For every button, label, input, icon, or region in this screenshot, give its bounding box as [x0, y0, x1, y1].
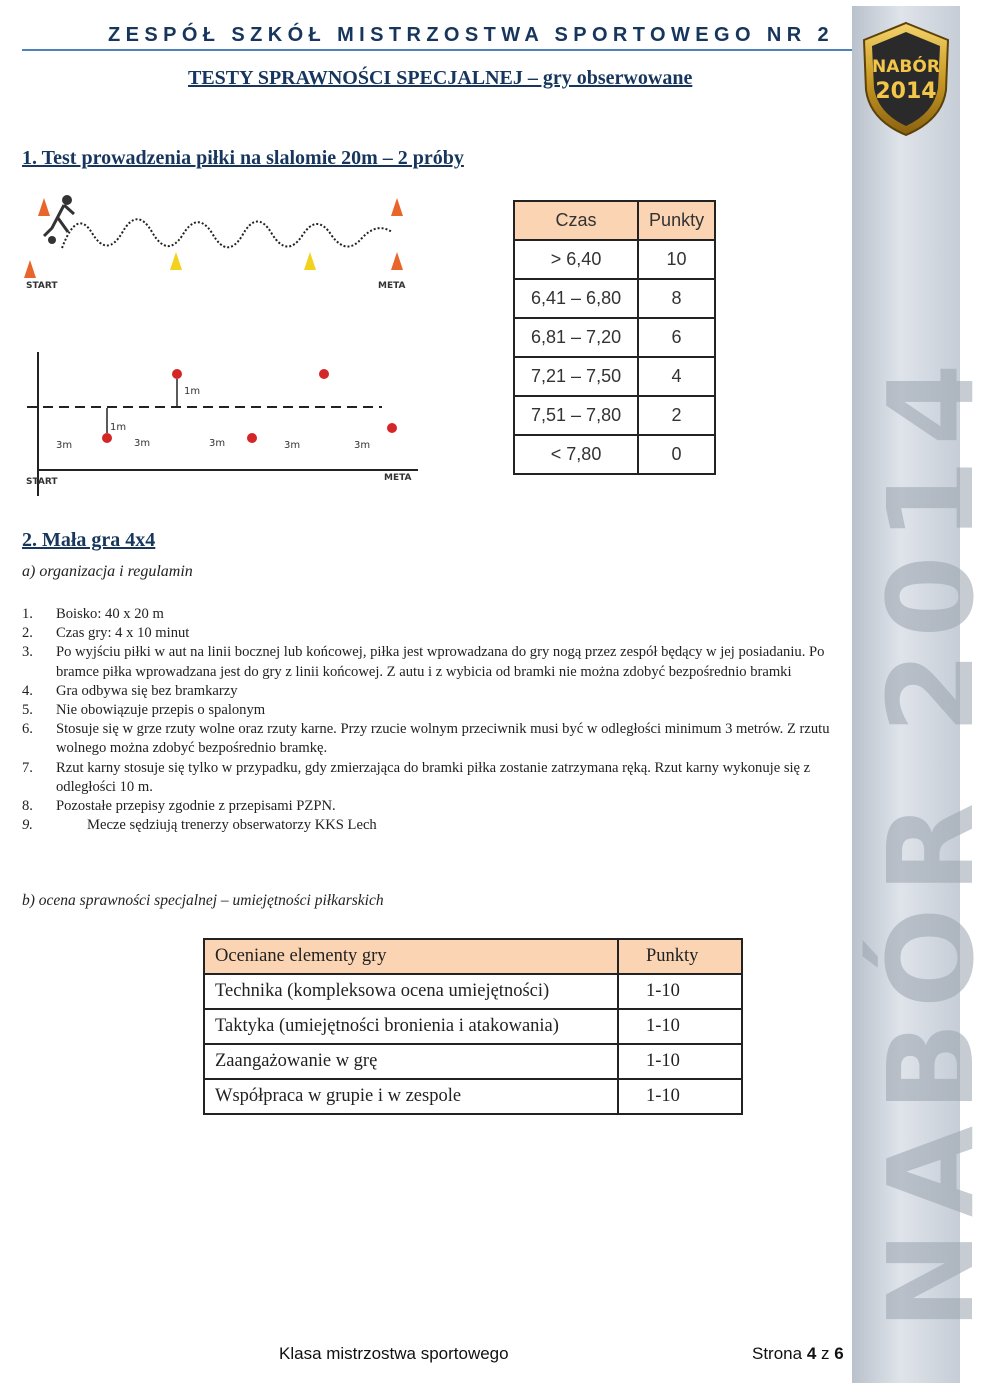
points-cell: 1-10 — [618, 1044, 742, 1079]
list-number: 4. — [22, 682, 33, 699]
time-points-table — [513, 200, 716, 475]
list-item — [22, 624, 840, 643]
list-number: 6. — [22, 721, 33, 738]
table-row — [514, 357, 715, 396]
points-cell: 2 — [638, 396, 715, 435]
table-row — [204, 1044, 742, 1079]
list-item-text: Gra odbywa się bez bramkarzy — [56, 682, 238, 699]
badge-line2: 2014 — [875, 79, 937, 104]
page-total: 6 — [834, 1344, 844, 1363]
element-cell: Taktyka (umiejętności bronienia i atakowania) — [204, 1009, 618, 1044]
distance-label: 3m — [354, 440, 371, 451]
page-current: 4 — [806, 1344, 817, 1363]
rules-list — [22, 605, 840, 835]
points-cell: 6 — [638, 318, 715, 357]
time-cell: 6,41 – 6,80 — [514, 279, 638, 318]
list-number: 8. — [22, 798, 33, 815]
list-item-text: Boisko: 40 x 20 m — [56, 606, 164, 622]
list-number: 5. — [22, 702, 33, 719]
offset-label: 1m — [110, 422, 127, 433]
page-number — [752, 1344, 844, 1364]
badge-line1: NABÓR — [872, 57, 940, 77]
points-cell: 4 — [638, 357, 715, 396]
skills-score-table — [203, 938, 743, 1115]
list-item-text: Czas gry: 4 x 10 minut — [56, 625, 190, 642]
pole-marker — [247, 433, 257, 443]
offset-label: 1m — [184, 386, 201, 397]
time-cell: 7,21 – 7,50 — [514, 357, 638, 396]
list-number: 1. — [22, 606, 33, 622]
distance-label: 3m — [56, 440, 73, 451]
points-cell: 0 — [638, 435, 715, 474]
pole-marker — [172, 369, 182, 379]
finish-label: META — [384, 473, 412, 483]
table-row — [514, 435, 715, 474]
list-item-text: Rzut karny stosuje się tylko w przypadku, gdy zmierzająca do bramki piłka zostanie zatrzymana ręką. Rzut karny wykonuje się z odległości 10 m. — [56, 759, 811, 795]
distance-label: 3m — [284, 440, 301, 451]
distance-label: 3m — [134, 438, 151, 449]
cone-icon — [24, 260, 36, 278]
header-divider — [22, 49, 852, 51]
table-header-cell: Punkty — [618, 939, 742, 974]
time-cell: > 6,40 — [514, 240, 638, 279]
element-cell: Współpraca w grupie i w zespole — [204, 1079, 618, 1114]
cone-icon — [391, 198, 403, 216]
document-title: TESTY SPRAWNOŚCI SPECJALNEJ – gry obserwowane — [188, 67, 693, 89]
cone-icon — [38, 198, 50, 216]
player-icon — [62, 195, 72, 205]
list-item — [22, 682, 840, 701]
list-item — [22, 701, 840, 720]
cone-icon — [170, 252, 182, 270]
list-item-text: Nie obowiązuje przepis o spalonym — [56, 702, 266, 719]
pole-marker — [387, 423, 397, 433]
subsection-a-label: a) organizacja i regulamin — [22, 563, 193, 580]
list-item — [22, 797, 840, 816]
table-header-cell: Punkty — [638, 201, 715, 240]
time-cell: 6,81 – 7,20 — [514, 318, 638, 357]
footer-class-label: Klasa mistrzostwa sportowego — [279, 1344, 509, 1363]
points-cell: 1-10 — [618, 1079, 742, 1114]
distance-label: 3m — [209, 438, 226, 449]
slalom-diagram-bottom — [22, 348, 422, 496]
school-header: ZESPÓŁ SZKÓŁ MISTRZOSTWA SPORTOWEGO NR 2 — [108, 24, 835, 46]
list-number: 9. — [22, 817, 33, 834]
side-banner-text: NABÓR 2014 — [862, 349, 1000, 1330]
list-item — [22, 605, 840, 624]
start-label: START — [26, 477, 58, 487]
list-number: 2. — [22, 625, 33, 642]
element-cell: Technika (kompleksowa ocena umiejętności) — [204, 974, 618, 1009]
list-item — [22, 816, 840, 835]
time-cell: 7,51 – 7,80 — [514, 396, 638, 435]
table-row — [514, 279, 715, 318]
table-header-row — [204, 939, 742, 974]
table-row — [204, 974, 742, 1009]
table-row — [514, 240, 715, 279]
points-cell: 8 — [638, 279, 715, 318]
table-row — [204, 1079, 742, 1114]
subsection-b-label: b) ocena sprawności specjalnej – umiejętności piłkarskich — [22, 892, 384, 909]
list-item-text: Po wyjściu piłki w aut na linii bocznej lub końcowej, piłka jest wprowadzana do gry nogą przez zespół będący w jej posiadaniu. Po bramce piłka wprowadzana jest do gry z linii końcowej. Z autu i z wybicia od bramki nie można zdobyć bezpośrednio bramki — [56, 644, 825, 680]
points-cell: 1-10 — [618, 1009, 742, 1044]
start-label: START — [26, 281, 58, 291]
list-item — [22, 759, 840, 797]
page-prefix: Strona — [752, 1344, 807, 1363]
cone-icon — [391, 252, 403, 270]
page-separator: z — [816, 1344, 835, 1363]
cone-icon — [304, 252, 316, 270]
pole-marker — [319, 369, 329, 379]
points-cell: 10 — [638, 240, 715, 279]
table-header-cell: Czas — [514, 201, 638, 240]
element-cell: Zaangażowanie w grę — [204, 1044, 618, 1079]
list-item — [22, 720, 840, 758]
nabor-badge-logo — [858, 20, 954, 138]
table-header-cell: Oceniane elementy gry — [204, 939, 618, 974]
list-item-text: Mecze sędziują trenerzy obserwatorzy KKS Lech — [87, 817, 377, 834]
section-2-title: 2. Mała gra 4x4 — [22, 529, 156, 551]
finish-label: META — [378, 281, 406, 291]
list-item-text: Pozostałe przepisy zgodnie z przepisami PZPN. — [56, 798, 336, 815]
list-number: 3. — [22, 644, 33, 661]
list-item — [22, 643, 840, 681]
pole-marker — [102, 433, 112, 443]
slalom-diagram-top — [22, 188, 422, 296]
table-row — [514, 318, 715, 357]
table-row — [204, 1009, 742, 1044]
list-number: 7. — [22, 759, 33, 776]
time-cell: < 7,80 — [514, 435, 638, 474]
section-1-title: 1. Test prowadzenia piłki na slalomie 20m – 2 próby — [22, 147, 464, 169]
points-cell: 1-10 — [618, 974, 742, 1009]
list-item-text: Stosuje się w grze rzuty wolne oraz rzuty karne. Przy rzucie wolnym przeciwnik musi być w odległości minimum 3 metrów. Z rzutu wolnego można zdobyć bezpośrednio bramkę. — [56, 721, 830, 757]
table-header-row — [514, 201, 715, 240]
table-row — [514, 396, 715, 435]
